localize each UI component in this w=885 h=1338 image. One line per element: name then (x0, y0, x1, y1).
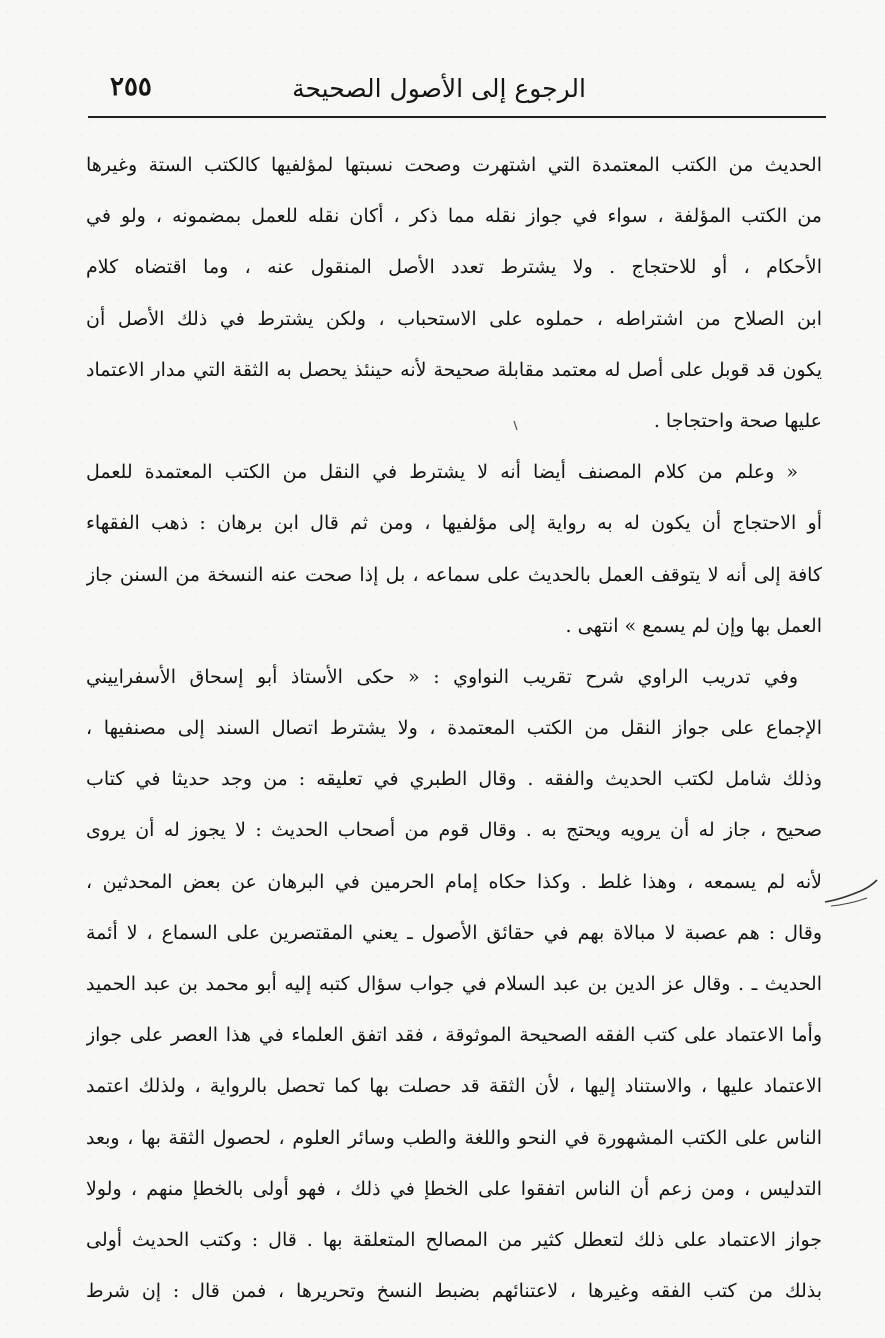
text-line: ابن الصلاح من اشتراطه ، حملوه على الاستحباب ، ولكن يشترط في ذلك الأصل أن (86, 307, 822, 330)
text-line: صحيح ، جاز له أن يرويه ويحتج به . وقال قوم من أصحاب الحديث : لا يجوز له أن يروى (86, 819, 822, 842)
text-line: وأما الاعتماد على كتب الفقه الصحيحة الموثوقة ، فقد اتفق العلماء في هذا العصر على جواز (86, 1024, 822, 1047)
text-line: كافة إلى أنه لا يتوقف العمل بالحديث على سماعه ، بل إذا صحت عنه النسخة من السنن جاز (86, 563, 822, 586)
text-line: أو الاحتجاج أن يكون له به رواية إلى مؤلفيها ، ومن ثم قال ابن برهان : ذهب الفقهاء (86, 512, 822, 535)
page-header (88, 68, 826, 114)
text-line: العمل بها وإن لم يسمع » انتهى . (565, 614, 822, 637)
text-line: يكون قد قوبل على أصل له معتمد مقابلة صحيحة لأنه حينئذ يحصل به الثقة التي مدار الاعتماد (86, 358, 822, 381)
text-line: الناس على الكتب المشهورة في النحو واللغة والطب وسائر العلوم ، لحصول الثقة بها ، وبعد (86, 1126, 822, 1149)
header-rule (88, 116, 826, 118)
text-line: الحديث ـ . وقال عز الدين بن عبد السلام في جواب سؤال كتبه إليه أبو محمد بن عبد الحميد (86, 973, 822, 995)
page-number: ٢٥٥ (110, 72, 152, 102)
text-line: بذلك من كتب الفقه وغيرها ، لاعتنائهم بضبط النسخ وتحريرها ، فمن قال : إن شرط (86, 1280, 822, 1303)
text-line: وقال : هم عصبة لا مبالاة بهم في حقائق الأصول ـ يعني المقتصرين على السماع ، لا أئمة (86, 921, 822, 944)
text-line: جواز الاعتماد على ذلك لتعطل كثير من المصالح المتعلقة بها . قال : وكتب الحديث أولى (86, 1228, 822, 1251)
body-text (86, 140, 822, 1317)
text-line: عليها صحة واحتجاجا . (653, 409, 822, 432)
text-line: وذلك شامل لكتب الحديث والفقه . وقال الطبري في تعليقه : من وجد حديثا في كتاب (86, 768, 822, 791)
text-line: التدليس ، ومن زعم أن الناس اتفقوا على الخطإ في ذلك ، فهو أولى بالخطإ منهم ، ولولا (86, 1177, 822, 1200)
text-line: الأحكام ، أو للاحتجاج . ولا يشترط تعدد الأصل المنقول عنه ، وما اقتضاه كلام (86, 256, 822, 279)
running-title: الرجوع إلى الأصول الصحيحة (292, 74, 586, 103)
margin-pen-mark-icon (823, 876, 879, 914)
text-line: « وعلم من كلام المصنف أيضا أنه لا يشترط في النقل من الكتب المعتمدة للعمل (86, 461, 798, 484)
text-line: من الكتب المؤلفة ، سواء في جواز نقله مما ذكر ، أكان نقله للعمل بمضمونه ، ولو في (86, 205, 822, 228)
text-line: وفي تدريب الراوي شرح تقريب النواوي : « حكى الأستاذ أبو إسحاق الأسفراييني (86, 665, 798, 688)
text-line: لأنه لم يسمعه ، وهذا غلط . وكذا حكاه إمام الحرمين في البرهان عن بعض المحدثين ، (86, 870, 822, 893)
text-line: الإجماع على جواز النقل من الكتب المعتمدة ، ولا يشترط اتصال السند إلى مصنفيها ، (86, 717, 822, 740)
text-line: الحديث من الكتب المعتمدة التي اشتهرت وصحت نسبتها لمؤلفيها كالكتب الستة وغيرها (86, 154, 822, 176)
text-line: الاعتماد عليها ، والاستناد إليها ، لأن الثقة قد حصلت بها كما تحصل بالرواية ، ولذلك اعتمد (86, 1075, 822, 1098)
